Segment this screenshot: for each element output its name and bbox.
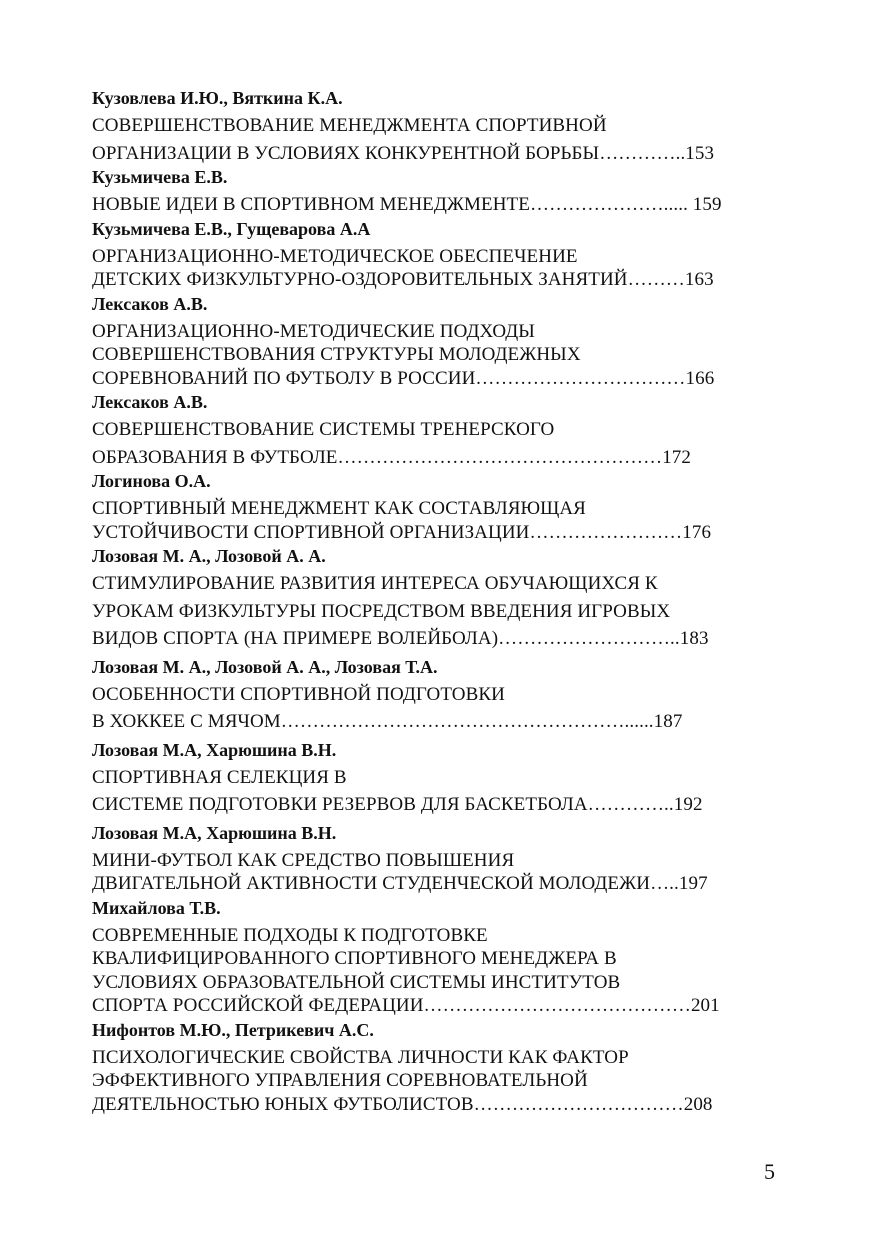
entry-title-line: СПОРТИВНЫЙ МЕНЕДЖМЕНТ КАК СОСТАВЛЯЮЩАЯ [92, 498, 586, 519]
entry-authors: Михайлова Т.В. [92, 897, 221, 918]
page-number: 5 [764, 1159, 775, 1184]
entry-authors: Логинова О.А. [92, 471, 211, 491]
toc-entry [92, 655, 772, 734]
entry-authors: Лозовая М.А, Харюшина В.Н. [92, 739, 337, 760]
entry-title-line: ЭФФЕКТИВНОГО УПРАВЛЕНИЯ СОРЕВНОВАТЕЛЬНОЙ [92, 1070, 588, 1091]
entry-title-line: ОРГАНИЗАЦИОННО-МЕТОДИЧЕСКИЕ ПОДХОДЫ [92, 320, 535, 342]
entry-title-line: СПОРТА РОССИЙСКОЙ ФЕДЕРАЦИИ……………………………………201 [92, 995, 720, 1016]
entry-title-line: ОРГАНИЗАЦИОННО-МЕТОДИЧЕСКОЕ ОБЕСПЕЧЕНИЕ [92, 245, 578, 267]
entry-title-line: НОВЫЕ ИДЕИ В СПОРТИВНОМ МЕНЕДЖМЕНТЕ…………………..... 159 [92, 194, 722, 215]
entry-authors: Кузовлева И.Ю., Вяткина К.А. [92, 88, 343, 108]
entry-title-line: ПСИХОЛОГИЧЕСКИЕ СВОЙСТВА ЛИЧНОСТИ КАК ФАКТОР [92, 1046, 629, 1068]
entry-title-line: ОРГАНИЗАЦИИ В УСЛОВИЯХ КОНКУРЕНТНОЙ БОРЬБЫ…………..153 [92, 142, 715, 164]
entry-title-line: ДЕТСКИХ ФИЗКУЛЬТУРНО-ОЗДОРОВИТЕЛЬНЫХ ЗАНЯТИЙ………163 [92, 269, 714, 290]
entry-authors: Лексаков А.В. [92, 392, 208, 412]
toc-entry [92, 165, 772, 217]
toc-entry [92, 544, 772, 651]
entry-authors: Кузьмичева Е.В. [92, 167, 228, 187]
entry-title-line: УСЛОВИЯХ ОБРАЗОВАТЕЛЬНОЙ СИСТЕМЫ ИНСТИТУТОВ [92, 971, 621, 993]
entry-title-line: УРОКАМ ФИЗКУЛЬТУРЫ ПОСРЕДСТВОМ ВВЕДЕНИЯ ИГРОВЫХ [92, 600, 671, 622]
entry-title-line: КВАЛИФИЦИРОВАННОГО СПОРТИВНОГО МЕНЕДЖЕРА В [92, 948, 617, 969]
entry-title-line: СОВРЕМЕННЫЕ ПОДХОДЫ К ПОДГОТОВКЕ [92, 924, 488, 946]
entry-title-line: МИНИ-ФУТБОЛ КАК СРЕДСТВО ПОВЫШЕНИЯ [92, 849, 515, 871]
entry-title-line: СПОРТИВНАЯ СЕЛЕКЦИЯ В [92, 766, 347, 788]
entry-title-line: ДВИГАТЕЛЬНОЙ АКТИВНОСТИ СТУДЕНЧЕСКОЙ МОЛОДЕЖИ…..197 [92, 873, 708, 894]
entry-title-line: В ХОККЕЕ С МЯЧОМ………………………………………………......187 [92, 711, 683, 732]
toc-entry [92, 469, 772, 544]
toc-entry [92, 1018, 772, 1117]
entry-title-line: СТИМУЛИРОВАНИЕ РАЗВИТИЯ ИНТЕРЕСА ОБУЧАЮЩИХСЯ К [92, 573, 658, 594]
entry-title-line: СИСТЕМЕ ПОДГОТОВКИ РЕЗЕРВОВ ДЛЯ БАСКЕТБОЛА…………..192 [92, 794, 703, 815]
entry-authors: Нифонтов М.Ю., Петрикевич А.С. [92, 1019, 374, 1040]
entry-title-line: УСТОЙЧИВОСТИ СПОРТИВНОЙ ОРГАНИЗАЦИИ……………………176 [92, 521, 712, 543]
entry-title-line: СОВЕРШЕНСТВОВАНИЕ МЕНЕДЖМЕНТА СПОРТИВНОЙ [92, 115, 607, 136]
entry-authors: Лозовая М. А., Лозовой А. А., Лозовая Т.А. [92, 656, 438, 677]
entry-title-line: ОБРАЗОВАНИЯ В ФУТБОЛЕ……………………………………………172 [92, 446, 692, 468]
entry-title-line: СОВЕРШЕНСТВОВАНИЯ СТРУКТУРЫ МОЛОДЕЖНЫХ [92, 344, 581, 365]
toc-entry [92, 738, 772, 817]
entry-title-line: ОСОБЕННОСТИ СПОРТИВНОЙ ПОДГОТОВКИ [92, 683, 505, 705]
toc-entry [92, 896, 772, 1018]
entry-title-line: ДЕЯТЕЛЬНОСТЬЮ ЮНЫХ ФУТБОЛИСТОВ……………………………208 [92, 1093, 713, 1115]
entry-title-line: ВИДОВ СПОРТА (НА ПРИМЕРЕ ВОЛЕЙБОЛА)………………………..183 [92, 628, 709, 649]
toc-entry [92, 390, 772, 469]
entry-title-line: СОВЕРШЕНСТВОВАНИЕ СИСТЕМЫ ТРЕНЕРСКОГО [92, 419, 555, 440]
toc-entry [92, 86, 772, 165]
table-of-contents [92, 86, 772, 1116]
toc-entry [92, 217, 772, 292]
entry-authors: Лозовая М.А, Харюшина В.Н. [92, 822, 337, 843]
entry-authors: Лозовая М. А., Лозовой А. А. [92, 546, 326, 566]
entry-title-line: СОРЕВНОВАНИЙ ПО ФУТБОЛУ В РОССИИ……………………………166 [92, 367, 715, 389]
entry-authors: Кузьмичева Е.В., Гущеварова А.А [92, 218, 371, 239]
entry-authors: Лексаков А.В. [92, 293, 208, 314]
toc-entry [92, 292, 772, 391]
toc-entry [92, 821, 772, 896]
